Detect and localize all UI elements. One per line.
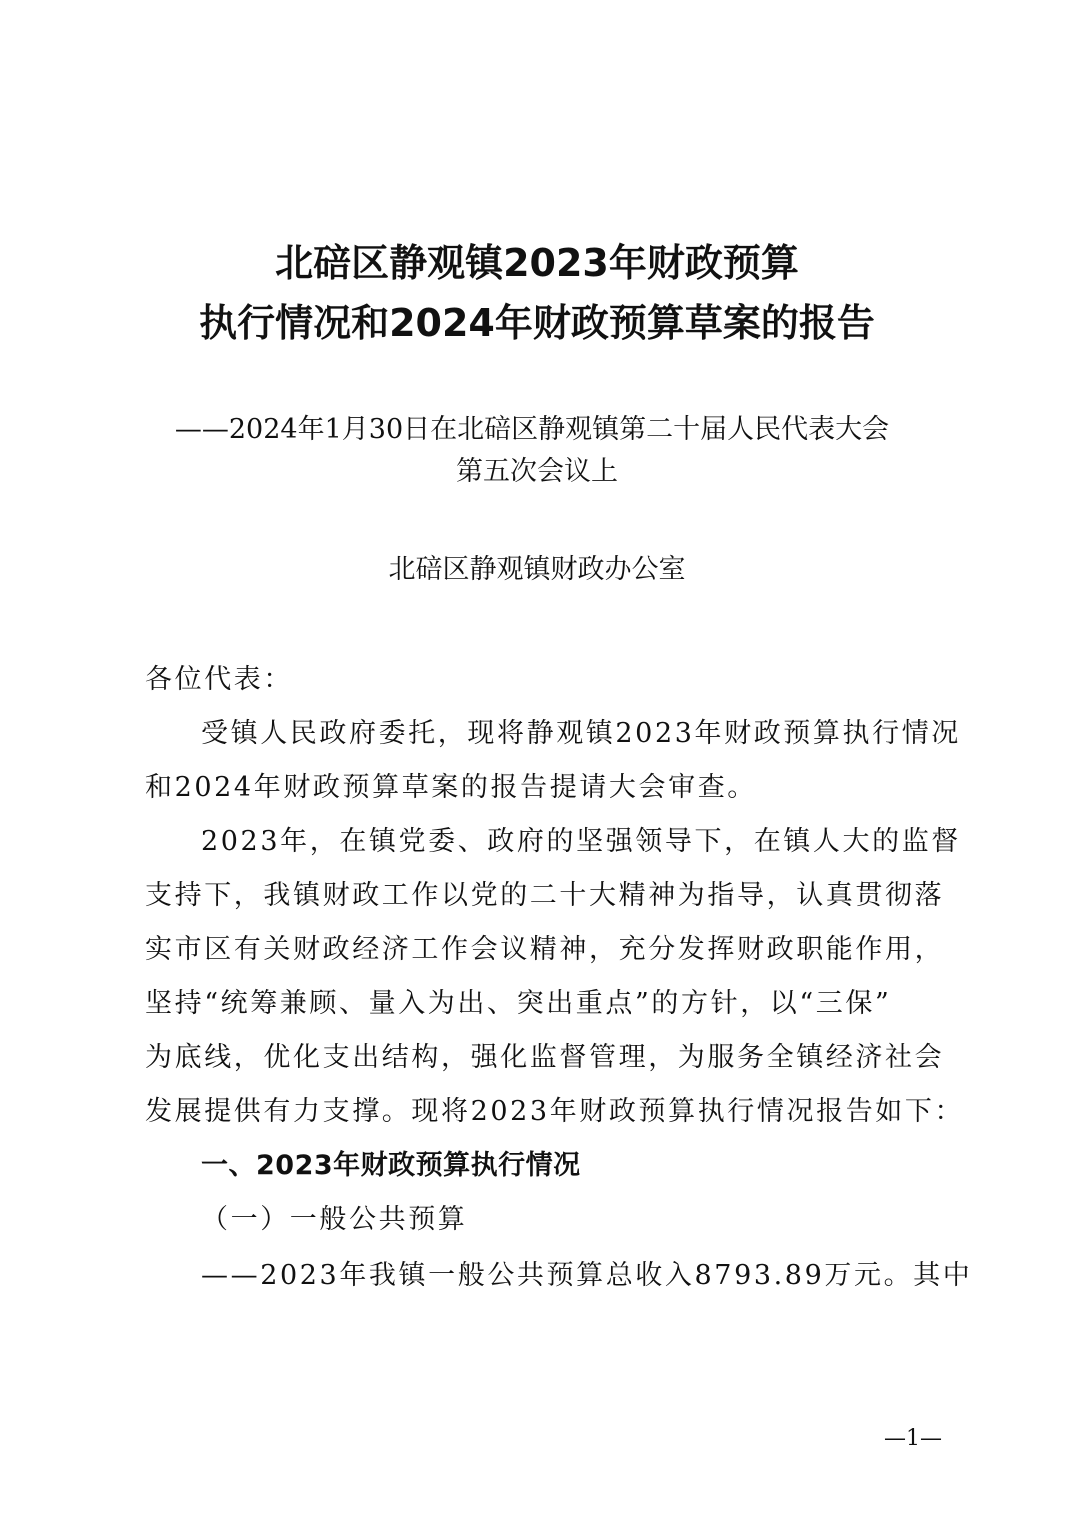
paragraph-line: 支持下，我镇财政工作以党的二十大精神为指导，认真贯彻落	[145, 880, 945, 911]
paragraph-line: 受镇人民政府委托，现将静观镇2023年财政预算执行情况	[201, 718, 961, 749]
paragraph-line: 实市区有关财政经济工作会议精神，充分发挥财政职能作用，	[145, 934, 945, 965]
document-subtitle-line2: 第五次会议上	[456, 456, 618, 487]
paragraph-line: 发展提供有力支撑。现将2023年财政预算执行情况报告如下：	[145, 1096, 965, 1127]
document-title-line2: 执行情况和2024年财政预算草案的报告	[199, 301, 875, 345]
page-number: —1—	[884, 1426, 942, 1451]
paragraph-line: 坚持“统筹兼顾、量入为出、突出重点”的方针，以“三保”	[145, 988, 892, 1019]
section-heading: 一、2023年财政预算执行情况	[201, 1150, 581, 1181]
document-title-line1: 北碚区静观镇2023年财政预算	[275, 241, 799, 285]
document-subtitle-line1: ——2024年1月30日在北碚区静观镇第二十届人民代表大会	[174, 414, 890, 445]
paragraph-line: ——2023年我镇一般公共预算总收入8793.89万元。其中	[201, 1260, 973, 1291]
paragraph-line: 2023年，在镇党委、政府的坚强领导下，在镇人大的监督	[201, 826, 961, 857]
issuer: 北碚区静观镇财政办公室	[388, 554, 686, 585]
subsection-heading: （一）一般公共预算	[201, 1204, 468, 1235]
salutation: 各位代表：	[145, 664, 293, 695]
paragraph-line: 为底线，优化支出结构，强化监督管理，为服务全镇经济社会	[145, 1042, 945, 1073]
paragraph-line: 和2024年财政预算草案的报告提请大会审查。	[145, 772, 757, 803]
